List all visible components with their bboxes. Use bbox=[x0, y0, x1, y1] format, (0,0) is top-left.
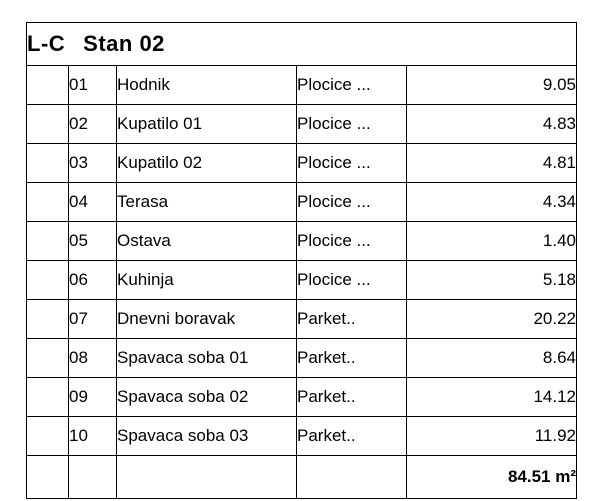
row-spacer-cell bbox=[27, 417, 69, 456]
room-floor-finish: Plocice ... bbox=[297, 105, 407, 144]
total-spacer-cell-1 bbox=[27, 456, 69, 499]
room-area: 8.64 bbox=[407, 339, 577, 378]
room-number: 03 bbox=[69, 144, 117, 183]
room-number: 05 bbox=[69, 222, 117, 261]
room-area: 5.18 bbox=[407, 261, 577, 300]
table-title-cell bbox=[27, 23, 577, 66]
room-name: Spavaca soba 01 bbox=[117, 339, 297, 378]
room-area: 20.22 bbox=[407, 300, 577, 339]
total-area-value: 84.51 m² bbox=[407, 456, 577, 499]
room-area: 4.34 bbox=[407, 183, 577, 222]
room-name: Ostava bbox=[117, 222, 297, 261]
table-title-row bbox=[27, 23, 577, 66]
table-row bbox=[27, 144, 577, 183]
room-floor-finish: Parket.. bbox=[297, 339, 407, 378]
room-number: 04 bbox=[69, 183, 117, 222]
row-spacer-cell bbox=[27, 300, 69, 339]
room-area: 4.81 bbox=[407, 144, 577, 183]
table-row bbox=[27, 222, 577, 261]
room-name: Dnevni boravak bbox=[117, 300, 297, 339]
room-name: Spavaca soba 03 bbox=[117, 417, 297, 456]
table-row bbox=[27, 300, 577, 339]
table-row bbox=[27, 339, 577, 378]
row-spacer-cell bbox=[27, 183, 69, 222]
row-spacer-cell bbox=[27, 222, 69, 261]
total-spacer-cell-3 bbox=[117, 456, 297, 499]
row-spacer-cell bbox=[27, 105, 69, 144]
room-name: Kupatilo 01 bbox=[117, 105, 297, 144]
room-name: Kuhinja bbox=[117, 261, 297, 300]
room-floor-finish: Plocice ... bbox=[297, 261, 407, 300]
row-spacer-cell bbox=[27, 66, 69, 105]
apartment-name: Stan 02 bbox=[83, 31, 165, 56]
total-spacer-cell-4 bbox=[297, 456, 407, 499]
row-spacer-cell bbox=[27, 261, 69, 300]
room-area: 9.05 bbox=[407, 66, 577, 105]
room-name: Terasa bbox=[117, 183, 297, 222]
room-name: Kupatilo 02 bbox=[117, 144, 297, 183]
row-spacer-cell bbox=[27, 144, 69, 183]
room-number: 07 bbox=[69, 300, 117, 339]
table-row bbox=[27, 105, 577, 144]
room-floor-finish: Plocice ... bbox=[297, 183, 407, 222]
table-row bbox=[27, 66, 577, 105]
room-area: 11.92 bbox=[407, 417, 577, 456]
room-floor-finish: Plocice ... bbox=[297, 66, 407, 105]
room-area: 1.40 bbox=[407, 222, 577, 261]
row-spacer-cell bbox=[27, 339, 69, 378]
room-area: 14.12 bbox=[407, 378, 577, 417]
total-spacer-cell-2 bbox=[69, 456, 117, 499]
room-floor-finish: Parket.. bbox=[297, 378, 407, 417]
room-floor-finish: Parket.. bbox=[297, 300, 407, 339]
room-number: 09 bbox=[69, 378, 117, 417]
room-floor-finish: Plocice ... bbox=[297, 144, 407, 183]
room-name: Spavaca soba 02 bbox=[117, 378, 297, 417]
table-row bbox=[27, 378, 577, 417]
room-number: 02 bbox=[69, 105, 117, 144]
table-row bbox=[27, 261, 577, 300]
row-spacer-cell bbox=[27, 378, 69, 417]
area-table bbox=[26, 22, 577, 499]
room-number: 10 bbox=[69, 417, 117, 456]
table-row bbox=[27, 183, 577, 222]
room-area: 4.83 bbox=[407, 105, 577, 144]
room-number: 01 bbox=[69, 66, 117, 105]
room-number: 08 bbox=[69, 339, 117, 378]
room-floor-finish: Plocice ... bbox=[297, 222, 407, 261]
table-body bbox=[27, 23, 577, 499]
room-number: 06 bbox=[69, 261, 117, 300]
apartment-code: L-C bbox=[27, 31, 66, 56]
table-total-row bbox=[27, 456, 577, 499]
room-name: Hodnik bbox=[117, 66, 297, 105]
room-floor-finish: Parket.. bbox=[297, 417, 407, 456]
table-row bbox=[27, 417, 577, 456]
